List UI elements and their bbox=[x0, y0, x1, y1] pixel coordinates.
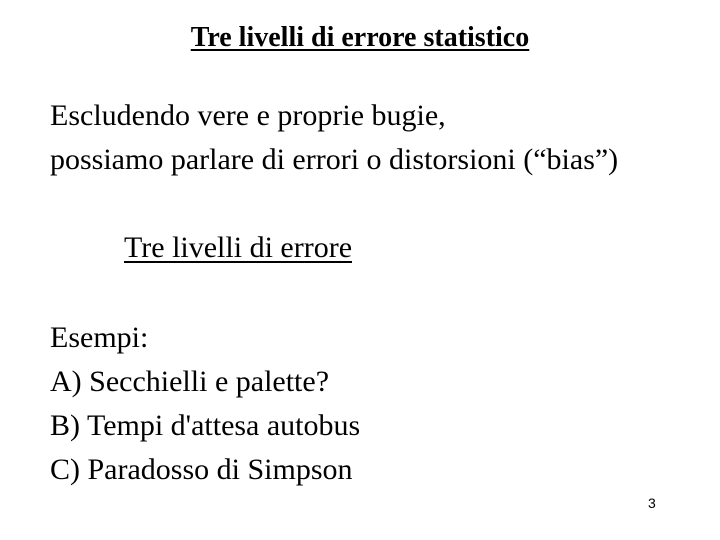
examples-heading: Esempi: bbox=[50, 321, 149, 354]
intro-line-1: Escludendo vere e proprie bugie, bbox=[50, 99, 446, 132]
example-item-a: A) Secchielli e palette? bbox=[50, 365, 330, 398]
examples-list bbox=[50, 316, 360, 492]
intro-line-2: possiamo parlare di errori o distorsioni (“bias”) bbox=[50, 143, 619, 176]
example-item-c: C) Paradosso di Simpson bbox=[50, 453, 353, 486]
example-item-b: B) Tempi d'attesa autobus bbox=[50, 409, 361, 442]
slide-title: Tre livelli di errore statistico bbox=[190, 22, 530, 53]
page-number: 3 bbox=[648, 495, 656, 511]
subheading: Tre livelli di errore bbox=[124, 231, 353, 264]
intro-text bbox=[50, 94, 618, 182]
